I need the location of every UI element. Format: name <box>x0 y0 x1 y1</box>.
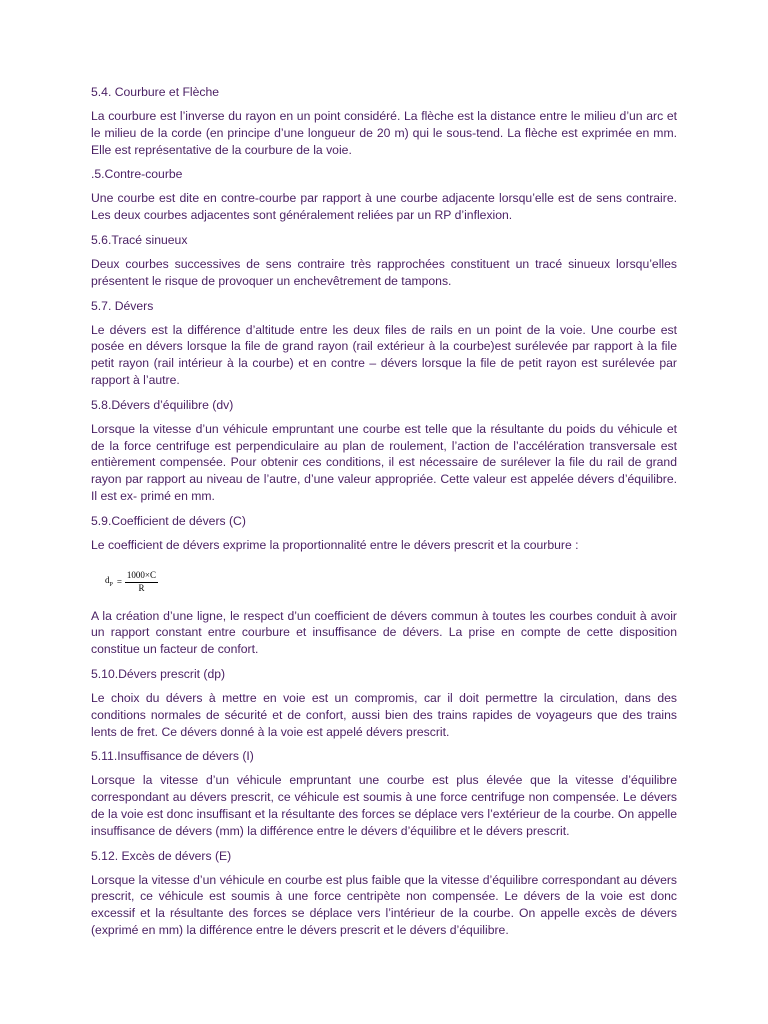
paragraph-devers: Le dévers est la différence d’altitude entre les deux files de rails en un point de la voie. Une courbe est posée en dévers lorsque la file de grand rayon (rail extérieur à la courbe)est surélevée par rapport à la file petit rayon (rail intérieur à la courbe) et en contre – dévers lorsque la file de petit rayon est surélevée par rapport à l’autre. <box>91 322 677 387</box>
paragraph-exces-devers: Lorsque la vitesse d’un véhicule en courbe est plus faible que la vitesse d’équilibre correspondant au dévers prescrit, ce véhicule est soumis à une force centripète non compensée. Le dévers de la voie est donc excessif et la résultante des forces se déplace vers l’intérieur de la courbe. On appelle excès de dévers (exprimé en mm) la différence entre le dévers prescrit et le dévers d’équilibre. <box>91 872 677 937</box>
section-title-exces-devers: 5.12. Excès de dévers (E) <box>91 848 232 863</box>
paragraph-contre-courbe: Une courbe est dite en contre-courbe par rapport à une courbe adjacente lorsqu’elle est de sens contraire. Les deux courbes adjacentes sont généralement reliées par un RP d’inflexion. <box>91 191 677 223</box>
section-title-coefficient-devers: 5.9.Coefficient de dévers (C) <box>91 513 246 528</box>
section-title-devers: 5.7. Dévers <box>91 298 154 313</box>
formula-denominator: R <box>138 582 145 593</box>
paragraph-devers-prescrit: Le choix du dévers à mettre en voie est un compromis, car il doit permettre la circulation, dans des conditions normales de sécurité et de confort, aussi bien des trains rapides de voyageurs que des trains lents de fret. Ce dévers donné à la voie est appelé dévers prescrit. <box>91 690 677 739</box>
formula-lhs: $d_P$ <box>105 575 113 588</box>
formula-numerator: 1000×C <box>125 570 158 583</box>
paragraph-trace-sinueux: Deux courbes successives de sens contraire très rapprochées constituent un tracé sinueux lorsqu’elles présentent le risque de provoquer un enchevêtrement de tampons. <box>91 256 677 288</box>
formula-equals: = <box>116 576 122 587</box>
section-title-devers-equilibre: 5.8.Dévers d’équilibre (dv) <box>91 397 234 412</box>
section-title-contre-courbe: .5.Contre-courbe <box>91 167 183 182</box>
formula-fraction <box>125 570 158 594</box>
document-body <box>91 84 677 939</box>
paragraph-insuffisance-devers: Lorsque la vitesse d’un véhicule empruntant une courbe est plus élevée que la vitesse d’équilibre correspondant au dévers prescrit, ce véhicule est soumis à une force centrifuge non compensée. Le dévers de la voie est donc insuffisant et la résultante des forces se déplace vers l’extérieur de la courbe. On appelle insuffisance de dévers (mm) la différence entre le dévers d’équilibre et le dévers prescrit. <box>91 773 677 838</box>
section-title-insuffisance-devers: 5.11.Insuffisance de dévers (I) <box>91 749 254 764</box>
paragraph-after-formula: A la création d’une ligne, le respect d’un coefficient de dévers commun à toutes les courbes conduit à avoir un rapport constant entre courbure et insuffisance de dévers. La prise en compte de cette disposition constitue un facteur de confort. <box>91 608 677 657</box>
section-title-trace-sinueux: 5.6.Tracé sinueux <box>91 232 188 247</box>
paragraph-coefficient-devers: Le coefficient de dévers exprime la proportionnalité entre le dévers prescrit et la courbure : <box>91 537 579 552</box>
section-title-courbure-fleche: 5.4. Courbure et Flèche <box>91 85 220 99</box>
paragraph-courbure-fleche: La courbure est l’inverse du rayon en un point considéré. La flèche est la distance entre le milieu d’un arc et le milieu de la corde (en principe d’une longueur de 20 m) qui le sous-tend. La flèche est exprimée en mm. Elle est représentative de la courbure de la voie. <box>91 109 677 157</box>
section-title-devers-prescrit: 5.10.Dévers prescrit (dp) <box>91 666 226 681</box>
formula-devers-prescrit <box>105 568 677 596</box>
paragraph-devers-equilibre: Lorsque la vitesse d’un véhicule empruntant une courbe est telle que la résultante du poids du véhicule et de la force centrifuge est perpendiculaire au plan de roulement, l’action de l’accélération transversale est entièrement compensée. Pour obtenir ces conditions, il est nécessaire de surélever la file du rail de grand rayon par rapport au niveau de l’autre, d’une valeur appropriée. Cette valeur est appelée dévers d’équilibre. Il est ex- primé en mm. <box>91 421 677 503</box>
